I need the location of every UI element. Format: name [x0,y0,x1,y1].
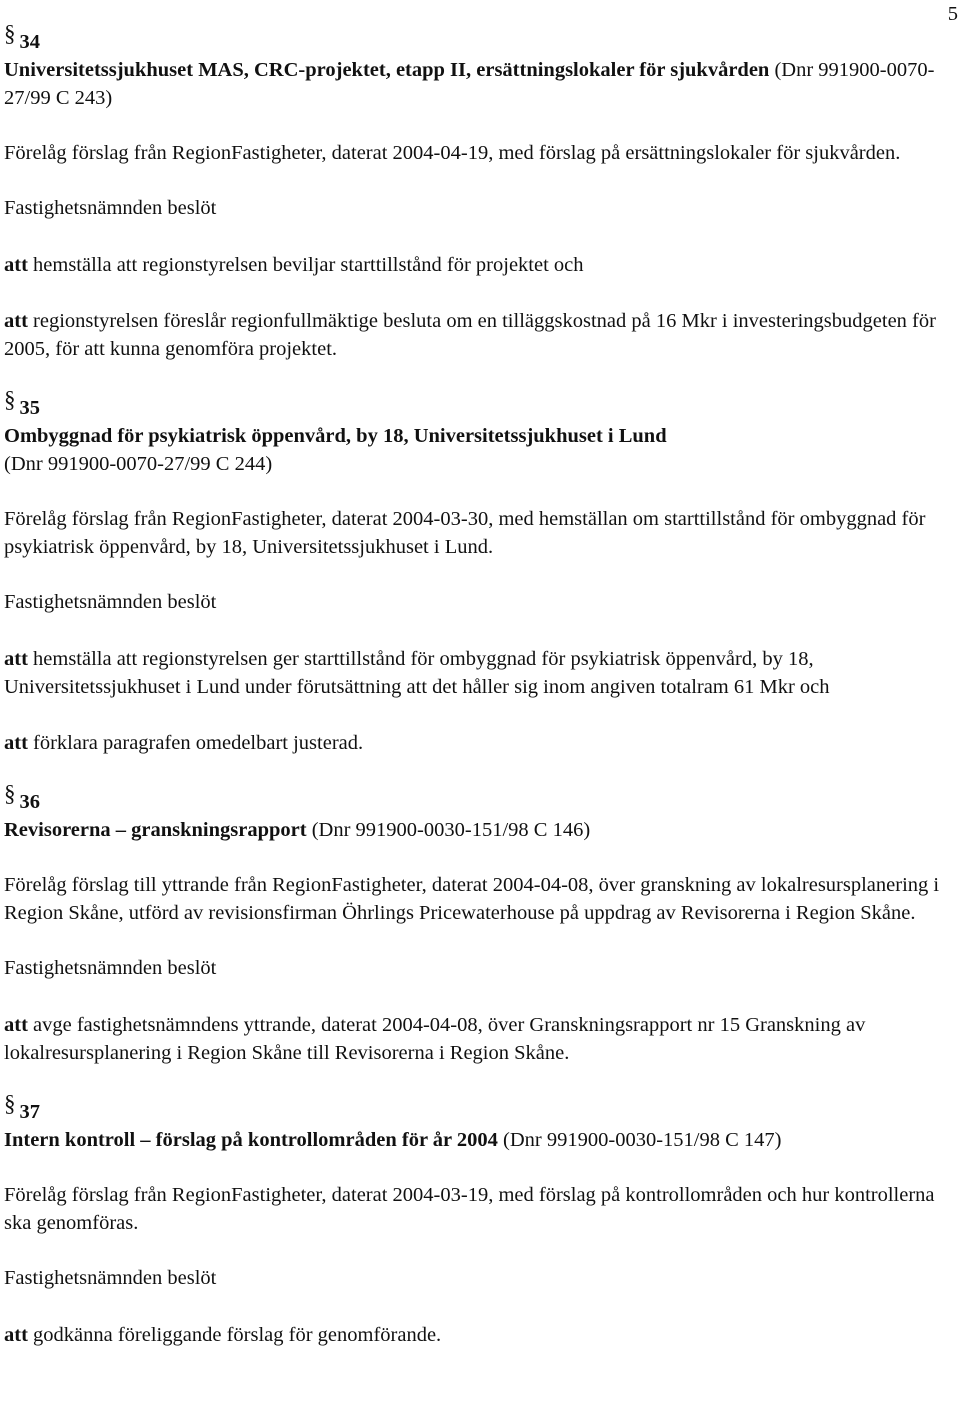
decision-item [4,1321,954,1349]
paragraph-title-dnr: (Dnr 991900-0030-151/98 C 146) [306,819,591,841]
att-keyword: att [4,648,28,670]
decision-heading: Fastighetsnämnden beslöt [4,591,217,613]
section-sign: § [4,781,16,806]
paragraph-title [4,816,954,844]
decision-heading: Fastighetsnämnden beslöt [4,957,217,979]
att-keyword: att [4,732,28,754]
att-keyword: att [4,1014,28,1036]
paragraph-number: 36 [19,791,40,813]
intro-text: Förelåg förslag från RegionFastigheter, daterat 2004-04-19, med förslag på ersättningslokaler för sjukvården. [4,142,901,164]
paragraph-title-bold: Ombyggnad för psykiatrisk öppenvård, by 18, Universitetssjukhuset i Lund [4,425,667,447]
paragraph-number: 34 [19,31,40,53]
decision-item [4,645,954,701]
decision-text: förklara paragrafen omedelbart justerad. [27,732,364,754]
decision-text: hemställa att regionstyrelsen beviljar starttillstånd för projektet och [27,254,584,276]
intro-text: Förelåg förslag från RegionFastigheter, daterat 2004-03-19, med förslag på kontrollområden och hur kontrollerna ska genomföras. [4,1184,935,1234]
section-35 [4,387,954,757]
paragraph-title [4,1126,954,1154]
section-37 [4,1091,954,1349]
decision-text: avge fastighetsnämndens yttrande, daterat 2004-04-08, över Granskningsrapport nr 15 Granskning av lokalresursplanering i Region Skåne till Revisorerna i Region Skåne. [4,1014,866,1064]
decision-item [4,251,954,279]
decision-text: hemställa att regionstyrelsen ger starttillstånd för ombyggnad för psykiatrisk öppenvård, by 18, Universitetssjukhuset i Lund under förutsättning att det håller sig inom angiven totalram 61 Mkr och [4,648,830,698]
paragraph-number: 35 [19,397,40,419]
decision-heading: Fastighetsnämnden beslöt [4,197,217,219]
att-keyword: att [4,254,28,276]
decision-heading: Fastighetsnämnden beslöt [4,1267,217,1289]
decision-item [4,729,954,757]
section-sign: § [4,1091,16,1116]
section-sign: § [4,387,16,412]
decision-item [4,307,954,363]
att-keyword: att [4,1324,28,1346]
paragraph-title-dnr: (Dnr 991900-0070-27/99 C 244) [4,453,273,475]
section-36 [4,781,954,1067]
paragraph-title-bold: Universitetssjukhuset MAS, CRC-projektet, etapp II, ersättningslokaler för sjukvården [4,59,770,81]
paragraph-number: 37 [19,1101,40,1123]
att-keyword: att [4,310,28,332]
paragraph-title-bold: Intern kontroll – förslag på kontrollområden för år 2004 [4,1129,498,1151]
paragraph-heading [4,21,954,56]
section-sign: § [4,21,16,46]
paragraph-title-dnr: (Dnr 991900-0030-151/98 C 147) [497,1129,782,1151]
intro-text: Förelåg förslag till yttrande från RegionFastigheter, daterat 2004-04-08, över granskning av lokalresursplanering i Region Skåne, utförd av revisionsfirman Öhrlings Pricewaterhouse på uppdrag av Revisorerna i Region Skåne. [4,874,940,924]
intro-text: Förelåg förslag från RegionFastigheter, daterat 2004-03-30, med hemställan om starttillstånd för ombyggnad för psykiatrisk öppenvård, by 18, Universitetssjukhuset i Lund. [4,508,926,558]
decision-item [4,1011,954,1067]
paragraph-title-bold: Revisorerna – granskningsrapport [4,819,307,841]
paragraph-title [4,56,954,112]
paragraph-heading [4,781,954,816]
document-page [4,21,954,1349]
page-number: 5 [947,3,958,25]
decision-text: regionstyrelsen föreslår regionfullmäktige besluta om en tilläggskostnad på 16 Mkr i investeringsbudgeten för 2005, för att kunna genomföra projektet. [4,310,936,360]
section-34 [4,21,954,363]
paragraph-title-dnr: (Dnr 991900-0070-27/99 C 243) [4,59,935,109]
paragraph-heading [4,1091,954,1126]
decision-text: godkänna föreliggande förslag för genomförande. [27,1324,442,1346]
paragraph-heading [4,387,954,422]
